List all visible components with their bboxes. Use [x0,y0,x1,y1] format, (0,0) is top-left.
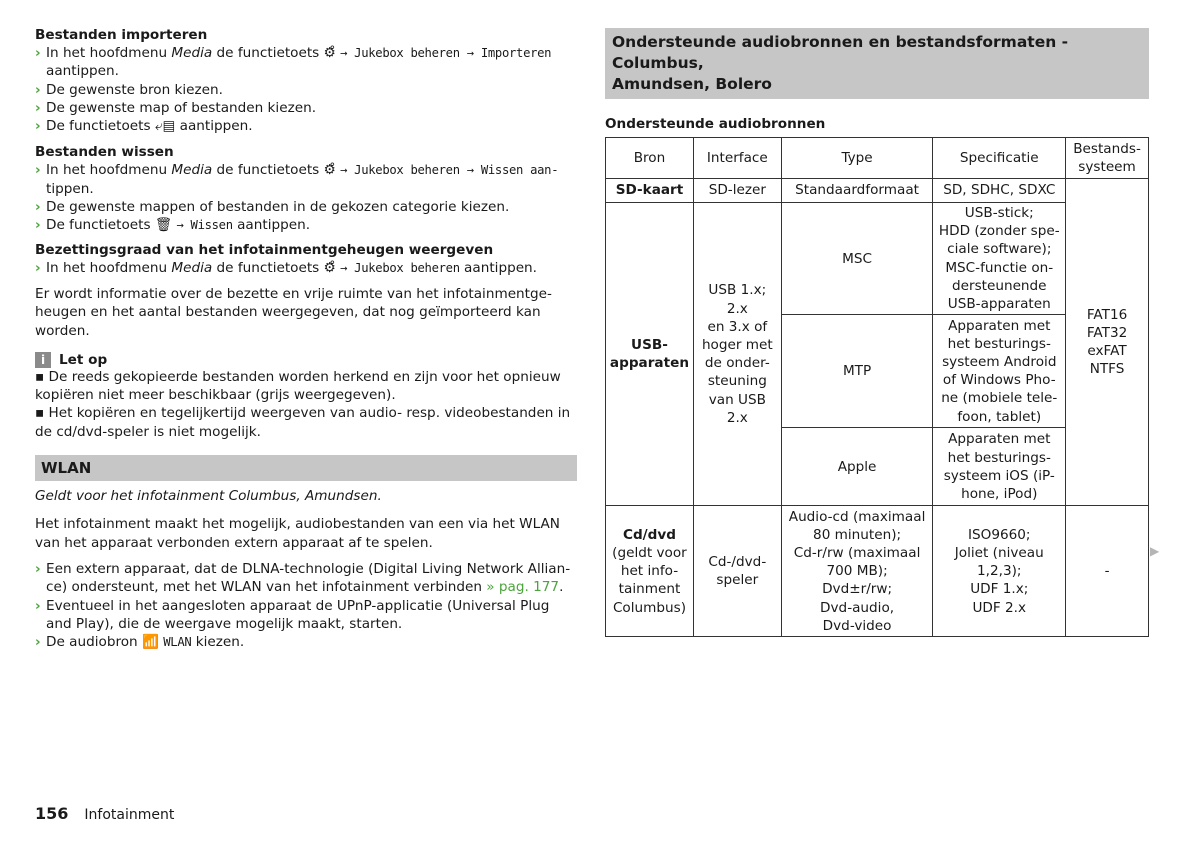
usage-heading: Bezettingsgraad van het infotainmentgeheugen weergeven [35,241,494,258]
table-header-row [606,138,1149,179]
chevron-right-icon: › [35,560,41,577]
left-column [35,26,577,651]
import-step-3: › De gewenste map of bestanden kiezen. [35,99,317,116]
cell-sd-bron: SD-kaart [606,179,694,203]
trash-icon: 🗑 [154,217,173,234]
header-interface: Interface [693,138,781,179]
header-bron: Bron [606,138,694,179]
chevron-right-icon: › [35,99,41,116]
header-specificatie: Specificatie [933,138,1066,179]
usage-paragraph: Er wordt informatie over de bezette en vrije ruimte van het infotainmentge- heugen en het aantal bestanden weergegeven, dat nog geïmporteerd kan worden. [35,285,552,339]
page-number: 156 [35,804,69,823]
note-bullet-2: ▪ Het kopiëren en tegelijkertijd weergeven van audio- resp. videobestanden in de cd/dvd-speler is niet mogelijk. [35,405,571,440]
wlan-step-2: › Eventueel in het aangesloten apparaat de UPnP-applicatie (Universal Plug and Play), die de weergave mogelijk maakt, starten. [35,597,550,632]
page-footer [35,804,174,823]
chevron-right-icon: › [35,634,41,651]
info-icon: i [35,352,51,368]
cell-mtp-spec: Apparaten met het besturings- systeem Android of Windows Pho- ne (mobiele tele- foon, tablet) [933,315,1066,428]
next-page-marker-icon: ▶ [1150,544,1160,558]
formats-section-title: Ondersteunde audiobronnen en bestandsformaten - Columbus, Amundsen, Bolero [605,28,1149,99]
audio-sources-table [605,137,1149,637]
page-reference-link[interactable]: » pag. 177 [486,579,560,596]
note-bullet-1: ▪ De reeds gekopieerde bestanden worden herkend en zijn voor het opnieuw kopiëren niet meer beschikbaar (grijs weergegeven). [35,368,561,404]
table-caption: Ondersteunde audiobronnen [605,116,826,132]
cell-cd-bron: Cd/dvd (geldt voor het info- tainment Columbus) [606,506,694,637]
cell-sd-type: Standaardformaat [781,179,933,203]
delete-step-1: › In het hoofdmenu Media de functietoets ⚙̊ → Jukebox beheren → Wissen aan- tippen. [35,162,559,197]
wlan-step-3: › De audiobron 📶 WLAN kiezen. [35,634,245,651]
cell-cd-interface: Cd-/dvd- speler [693,506,781,637]
delete-step-3: › De functietoets 🗑 → Wissen aantippen. [35,217,311,234]
wlan-step-1: › Een extern apparaat, dat de DLNA-technologie (Digital Living Network Allian- ce) ondersteunt, met het WLAN van het infotainment verbinden » pag. 177. [35,560,571,596]
wlan-applicability: Geldt voor het infotainment Columbus, Amundsen. [35,488,382,505]
gear-icon: ⚙̊ [323,45,336,61]
delete-step-2: › De gewenste mappen of bestanden in de gekozen categorie kiezen. [35,199,510,216]
table-row [606,179,1149,203]
wlan-section-title: WLAN [35,455,577,481]
cell-cd-filesystem: - [1066,506,1149,637]
cell-sd-spec: SD, SDHC, SDXC [933,179,1066,203]
header-type: Type [781,138,933,179]
right-column [605,28,1149,637]
cell-cd-type: Audio-cd (maximaal 80 minuten); Cd-r/rw (maximaal 700 MB); Dvd±r/rw; Dvd-audio, Dvd-video [781,506,933,637]
chevron-right-icon: › [35,259,41,276]
chevron-right-icon: › [35,81,41,98]
chapter-name: Infotainment [84,807,175,823]
cell-msc-type: MSC [781,203,933,315]
cell-apple-type: Apple [781,428,933,506]
wlan-paragraph: Het infotainment maakt het mogelijk, audiobestanden van een via het WLAN van het apparaat verbonden extern apparaat af te spelen. [35,516,560,551]
table-row [606,506,1149,637]
chevron-right-icon: › [35,118,41,135]
gear-icon: ⚙̊ [323,259,336,276]
note-title: Let op [59,351,108,368]
chevron-right-icon: › [35,217,41,234]
chevron-right-icon: › [35,45,41,61]
chevron-right-icon: › [35,162,41,179]
delete-heading: Bestanden wissen [35,144,174,161]
import-icon: ⤶▤ [154,118,176,135]
cell-cd-spec: ISO9660; Joliet (niveau 1,2,3); UDF 1.x; UDF 2.x [933,506,1066,637]
note-header [35,352,577,368]
import-step-2: › De gewenste bron kiezen. [35,81,223,98]
cell-msc-spec: USB-stick; HDD (zonder spe- ciale software); MSC-functie on- dersteunende USB-apparaten [933,203,1066,315]
cell-mtp-type: MTP [781,315,933,428]
import-step-1: › In het hoofdmenu Media de functietoets ⚙̊ → Jukebox beheren → Importeren aantippen. [35,45,552,80]
header-bestandssysteem: Bestands- systeem [1066,138,1149,179]
usage-step: › In het hoofdmenu Media de functietoets ⚙̊ → Jukebox beheren aantippen. [35,259,537,276]
import-step-4: › De functietoets ⤶▤ aantippen. [35,118,253,135]
chevron-right-icon: › [35,597,41,614]
gear-icon: ⚙̊ [323,162,336,179]
cell-apple-spec: Apparaten met het besturings- systeem iOS (iP- hone, iPod) [933,428,1066,506]
wifi-icon: 📶 [142,634,159,651]
cell-filesystem: FAT16 FAT32 exFAT NTFS [1066,179,1149,506]
chevron-right-icon: › [35,199,41,216]
cell-usb-interface: USB 1.x; 2.x en 3.x of hoger met de onder- steuning van USB 2.x [693,203,781,506]
import-heading: Bestanden importeren [35,27,208,43]
cell-sd-interface: SD-lezer [693,179,781,203]
cell-usb-bron: USB- apparaten [606,203,694,506]
